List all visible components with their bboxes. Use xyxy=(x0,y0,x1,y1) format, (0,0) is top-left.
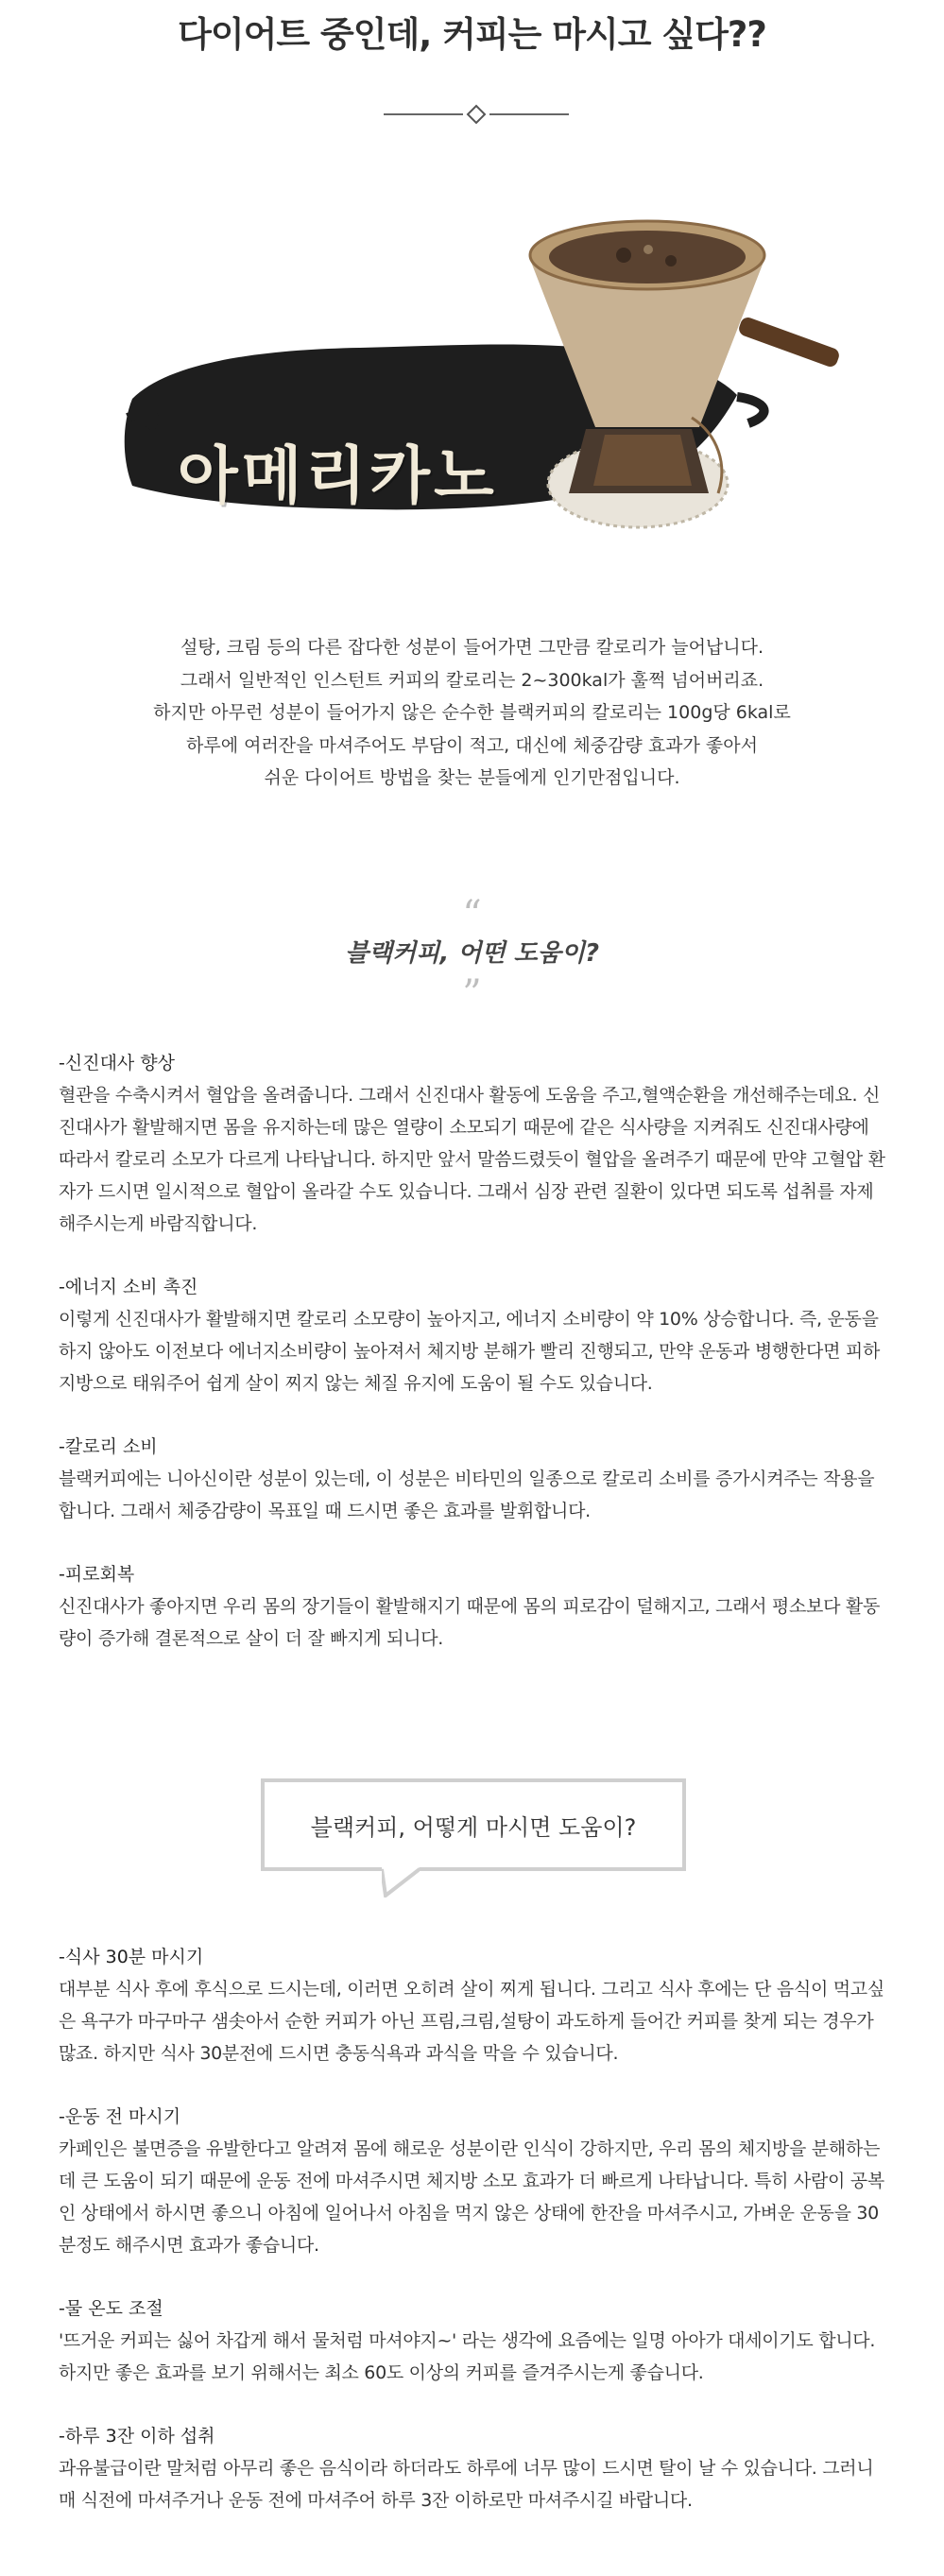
benefit-body: 이렇게 신진대사가 활발해지면 칼로리 소모량이 높아지고, 에너지 소비량이 약 10% 상승합니다. 즉, 운동을 하지 않아도 이전보다 에너지소비량이 높아져서 체지방 분해가 빨리 진행되고, 만약 운동과 병행한다면 피하지방으로 태워주어 쉽게 살이 찌지 않는 체질 유지에 도움이 될 수도 있습니다. xyxy=(59,1309,880,1394)
tip-heading: -운동 전 마시기 xyxy=(59,2106,181,2127)
benefit-item xyxy=(59,1558,890,1655)
open-quote-mark: “ xyxy=(462,893,482,936)
tip-item xyxy=(59,2420,890,2516)
benefit-body: 혈관을 수축시켜서 혈압을 올려줍니다. 그래서 신진대사 활동에 도움을 주고,혈액순환을 개선해주는데요. 신진대사가 활발해지면 몸을 유지하는데 많은 열량이 소모되기 때문에 같은 식사량을 지켜줘도 신진대사량에 따라서 칼로리 소모가 다르게 나타납니다. 하지만 앞서 말씀드렸듯이 혈압을 올려주기 때문에 만약 고혈압 환자가 드시면 일시적으로 혈압이 올라갈 수도 있습니다. 그래서 심장 관련 질환이 있다면 되도록 섭취를 자제해주시는게 바람직합니다. xyxy=(59,1085,885,1234)
section1-content xyxy=(59,1047,890,1686)
americano-illustration xyxy=(113,181,869,578)
tip-body: '뜨거운 커피는 싫어 차갑게 해서 물처럼 마셔야지~' 라는 생각에 요즘에는 일명 아아가 대세이기도 합니다. 하지만 좋은 효과를 보기 위해서는 최소 60도 이상의 커피를 즐겨주시는게 좋습니다. xyxy=(59,2330,876,2383)
intro-line: 하지만 아무런 성분이 들어가지 않은 순수한 블랙커피의 칼로리는 100g당 6kal로 xyxy=(153,702,791,723)
benefit-heading: -칼로리 소비 xyxy=(59,1436,158,1457)
tip-body: 카페인은 불면증을 유발한다고 알려져 몸에 해로운 성분이란 인식이 강하지만, 우리 몸의 체지방을 분해하는데 큰 도움이 되기 때문에 운동 전에 마셔주시면 체지방 소모 효과가 더 빠르게 나타납니다. 특히 사람이 공복인 상태에서 하시면 좋으니 아침에 일어나서 아침을 먹지 않은 상태에 한잔을 마셔주시고, 가벼운 운동을 30분정도 해주시면 효과가 좋습니다. xyxy=(59,2138,884,2256)
intro-line: 그래서 일반적인 인스턴트 커피의 칼로리는 2~300kal가 훌쩍 넘어버리죠. xyxy=(180,669,764,691)
title-divider xyxy=(384,102,569,127)
tip-item xyxy=(59,2293,890,2389)
benefit-heading: -피로회복 xyxy=(59,1564,135,1585)
tip-heading: -물 온도 조절 xyxy=(59,2298,163,2319)
page-title: 다이어트 중인데, 커피는 마시고 싶다?? xyxy=(178,14,766,55)
tip-heading: -식사 30분 마시기 xyxy=(59,1947,204,1967)
intro-line: 하루에 여러잔을 마셔주어도 부담이 적고, 대신에 체중감량 효과가 좋아서 xyxy=(186,734,758,756)
benefit-body: 블랙커피에는 니아신이란 성분이 있는데, 이 성분은 비타민의 일종으로 칼로리 소비를 증가시켜주는 작용을 합니다. 그래서 체중감량이 목표일 때 드시면 좋은 효과를 발휘합니다. xyxy=(59,1468,875,1521)
benefit-item xyxy=(59,1047,890,1240)
close-quote-mark: ” xyxy=(462,972,482,1016)
benefit-item xyxy=(59,1431,890,1527)
section2-title: 블랙커피, 어떻게 마시면 도움이? xyxy=(310,1813,637,1841)
speech-bubble xyxy=(261,1778,686,1871)
tip-heading: -하루 3잔 이하 섭취 xyxy=(59,2426,215,2447)
intro-paragraph xyxy=(0,631,944,795)
intro-line: 쉬운 다이어트 방법을 찾는 분들에게 인기만점입니다. xyxy=(264,767,680,788)
intro-line: 설탕, 크림 등의 다른 잡다한 성분이 들어가면 그만큼 칼로리가 늘어납니다. xyxy=(180,637,764,658)
speech-bubble-tail xyxy=(382,1867,420,1898)
section2-content xyxy=(59,1941,890,2548)
section1-title: 블랙커피, 어떤 도움이? xyxy=(344,939,600,968)
benefit-heading: -에너지 소비 촉진 xyxy=(59,1277,198,1297)
tip-body: 대부분 식사 후에 후식으로 드시는데, 이러면 오히려 살이 찌게 됩니다. 그리고 식사 후에는 단 음식이 먹고싶은 욕구가 마구마구 샘솟아서 순한 커피가 아닌 프림,크림,설탕이 과도하게 들어간 커피를 찾게 되는 경우가 많죠. 하지만 식사 30분전에 드시면 충동식욕과 과식을 막을 수 있습니다. xyxy=(59,1979,884,2064)
benefit-body: 신진대사가 좋아지면 우리 몸의 장기들이 활발해지기 때문에 몸의 피로감이 덜해지고, 그래서 평소보다 활동량이 증가해 결론적으로 살이 더 잘 빠지게 되니다. xyxy=(59,1596,880,1649)
hero-word-americano: 아메리카노 xyxy=(178,438,498,512)
tip-item xyxy=(59,1941,890,2069)
benefit-heading: -신진대사 향상 xyxy=(59,1053,176,1073)
tip-body: 과유불급이란 말처럼 아무리 좋은 음식이라 하더라도 하루에 너무 많이 드시면 탈이 날 수 있습니다. 그러니 매 식전에 마셔주거나 운동 전에 마셔주어 하루 3잔 이하로만 마셔주시길 바랍니다. xyxy=(59,2458,874,2511)
tip-item xyxy=(59,2101,890,2261)
benefit-item xyxy=(59,1271,890,1400)
